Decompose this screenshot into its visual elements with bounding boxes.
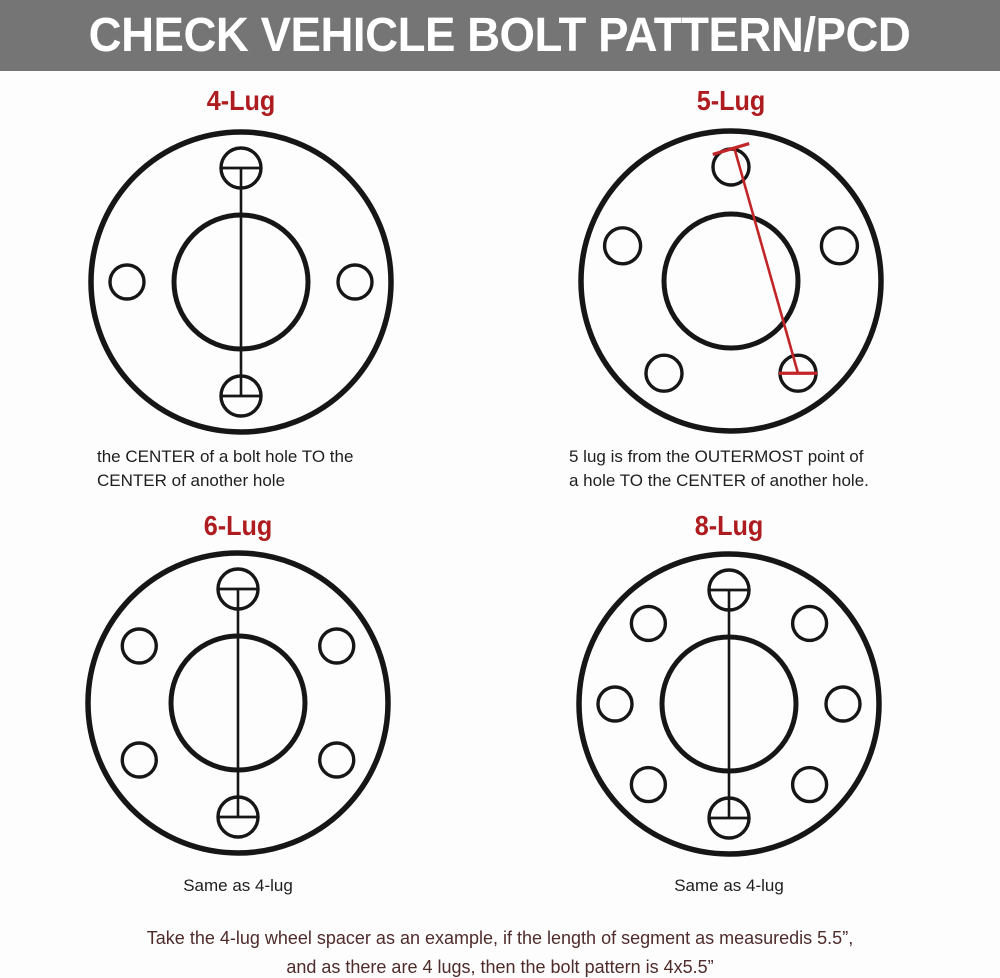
bolt-hole <box>122 743 156 777</box>
bolt-hole <box>631 768 665 802</box>
bolt-hole <box>646 355 682 391</box>
footer-note <box>0 924 1000 978</box>
bolt-hole <box>793 606 827 640</box>
caption-line: CENTER of another hole <box>97 470 286 490</box>
bolt-hole <box>338 265 372 299</box>
caption-5-lug <box>569 445 869 492</box>
lug-diagram-4 <box>66 117 416 447</box>
bolt-hole <box>598 687 632 721</box>
bolt-hole <box>122 629 156 663</box>
lug-diagram-6 <box>63 538 413 868</box>
lug-title-4: 4-Lug <box>206 85 276 116</box>
wheel-outer-circle <box>581 131 881 431</box>
caption-line: Same as 4-lug <box>183 876 293 895</box>
caption-8-lug <box>579 874 879 898</box>
caption-6-lug <box>88 874 388 898</box>
bolt-hole <box>821 228 857 264</box>
bolt-hole <box>320 629 354 663</box>
footer-line: and as there are 4 lugs, then the bolt pattern is 4x5.5” <box>286 957 714 977</box>
page-title: CHECK VEHICLE BOLT PATTERN/PCD <box>89 9 911 62</box>
caption-4-lug <box>97 445 353 492</box>
lug-title-5: 5-Lug <box>696 85 766 116</box>
center-hub-circle <box>664 214 798 348</box>
bolt-hole <box>605 228 641 264</box>
lug-diagram-8 <box>554 539 904 869</box>
caption-line: 5 lug is from the OUTERMOST point of <box>569 447 864 466</box>
lug-title-6: 6-Lug <box>203 510 273 541</box>
caption-line: Same as 4-lug <box>674 876 784 895</box>
bolt-hole <box>631 606 665 640</box>
bolt-hole <box>793 768 827 802</box>
bolt-hole <box>110 265 144 299</box>
lug-diagram-5 <box>556 116 906 446</box>
caption-line: the CENTER of a bolt hole TO the <box>97 447 354 466</box>
lug-title-8: 8-Lug <box>694 510 764 541</box>
header-banner <box>0 0 1000 71</box>
caption-line: a hole TO the CENTER of another hole. <box>569 470 869 490</box>
footer-line: Take the 4-lug wheel spacer as an example, if the length of segment as measuredis 5.5”, <box>146 928 854 948</box>
bolt-hole <box>320 743 354 777</box>
bolt-hole <box>826 687 860 721</box>
